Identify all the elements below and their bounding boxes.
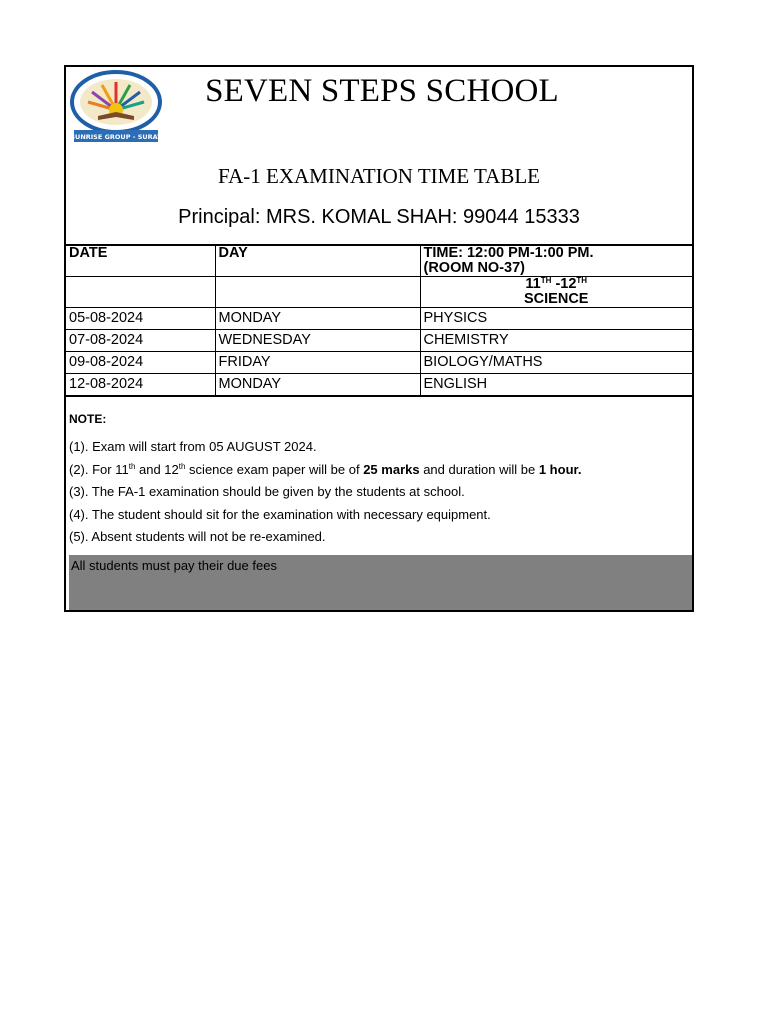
principal-info: Principal: MRS. KOMAL SHAH: 99044 15333: [178, 206, 580, 228]
notes-heading: NOTE:: [69, 412, 107, 426]
header-time-line1: TIME: 12:00 PM-1:00 PM.: [423, 245, 594, 261]
timetable: [66, 244, 692, 397]
header-date: DATE: [66, 245, 215, 277]
empty-cell: [66, 277, 215, 308]
row-date: 07-08-2024: [66, 330, 215, 352]
note-5: (5). Absent students will not be re-examined.: [69, 529, 326, 544]
note-4: (4). The student should sit for the examination with necessary equipment.: [69, 506, 491, 522]
note-2: (2). For 11th and 12th science exam paper will be of 25 marks and duration will be 1 hour.: [69, 461, 582, 477]
header-row: [66, 245, 692, 277]
note-3: (3). The FA-1 examination should be given by the students at school.: [69, 484, 465, 499]
school-name: SEVEN STEPS SCHOOL: [205, 73, 559, 109]
exam-title: FA-1 EXAMINATION TIME TABLE: [217, 164, 541, 188]
row-subject: CHEMISTRY: [420, 330, 692, 352]
table-row: [66, 374, 692, 397]
header-time: [420, 245, 692, 277]
class-row: [66, 277, 692, 308]
empty-cell: [215, 277, 420, 308]
table-row: [66, 330, 692, 352]
table-row: [66, 308, 692, 330]
row-subject: PHYSICS: [420, 308, 692, 330]
row-date: 12-08-2024: [66, 374, 215, 397]
row-date: 09-08-2024: [66, 352, 215, 374]
row-subject: BIOLOGY/MATHS: [420, 352, 692, 374]
class-label: 11TH -12TH SCIENCE: [420, 277, 692, 308]
row-day: MONDAY: [215, 374, 420, 397]
fees-notice: All students must pay their due fees: [69, 555, 692, 610]
header-time-line2: (ROOM NO-37): [423, 260, 525, 276]
class-stream: SCIENCE: [524, 291, 589, 307]
timetable-sheet: [64, 65, 694, 612]
row-day: MONDAY: [215, 308, 420, 330]
row-date: 05-08-2024: [66, 308, 215, 330]
header: [66, 67, 692, 245]
logo-caption: SUNRISE GROUP - SURAT: [70, 133, 162, 141]
row-day: WEDNESDAY: [215, 330, 420, 352]
note-1: (1). Exam will start from 05 AUGUST 2024.: [69, 439, 317, 454]
row-day: FRIDAY: [215, 352, 420, 374]
header-day: DAY: [215, 245, 420, 277]
table-row: [66, 352, 692, 374]
row-subject: ENGLISH: [420, 374, 692, 397]
notes-section: [69, 412, 692, 549]
